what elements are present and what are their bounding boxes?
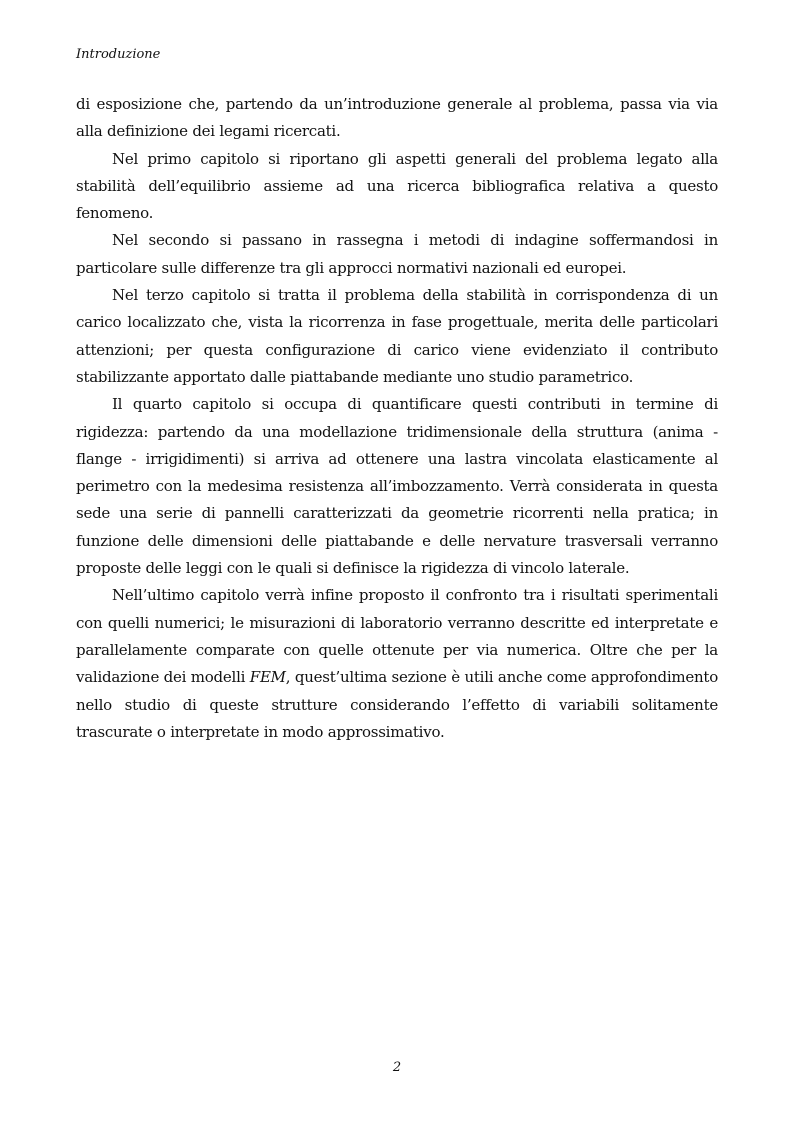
paragraph-chapter-3: Nel terzo capitolo si tratta il problema della stabilità in corrispondenza di un carico localizzato che, vista la ricorrenza in fase progettuale, merita delle particolari attenzioni; per questa configurazione di carico viene evidenziato il contributo stabilizzante apportato dalle piattabande mediante uno studio parametrico. [76,286,718,386]
paragraph-last-chapter [76,582,718,746]
fem-emphasis: FEM [249,668,286,687]
page-number: 2 [392,1060,402,1075]
paragraph-last-chapter-part-2: , quest’ultima sezione è utili anche come approfondimento nello studio di queste strutture considerando l’effetto di variabili solitamente trascurate o interpretate in modo approssimativo. [76,668,718,741]
body-text [76,91,718,746]
paragraph-chapter-1: Nel primo capitolo si riportano gli aspetti generali del problema legato alla stabilità dell’equilibrio assieme ad una ricerca bibliografica relativa a questo fenomeno. [76,149,718,223]
paragraph-last-chapter-part-1: Nell’ultimo capitolo verrà infine proposto il confronto tra i risultati sperimentali con quelli numerici; le misurazioni di laboratorio verranno descritte ed interpretate e parallelamente comparate con quelle ottenute per via numerica. Oltre che per la validazione dei modelli [76,586,718,687]
paragraph-chapter-2: Nel secondo si passano in rassegna i metodi di indagine soffermandosi in particolare sulle differenze tra gli approcci normativi nazionali ed europei. [76,231,718,277]
paragraph-continuation: di esposizione che, partendo da un’introduzione generale al problema, passa via via alla definizione dei legami ricercati. [76,95,718,141]
running-header: Introduzione [76,47,161,62]
paragraph-chapter-4: Il quarto capitolo si occupa di quantificare questi contributi in termine di rigidezza: partendo da una modellazione tridimensionale della struttura (anima - flange - irrigidimenti) si arriva ad ottenere una lastra vincolata elasticamente al perimetro con la medesima resistenza all’imbozzamento. Verrà considerata in questa sede una serie di pannelli caratterizzati da geometrie ricorrenti nella pratica; in funzione delle dimensioni delle piattabande e delle nervature trasversali verranno proposte delle leggi con le quali si definisce la rigidezza di vincolo laterale. [76,395,718,578]
